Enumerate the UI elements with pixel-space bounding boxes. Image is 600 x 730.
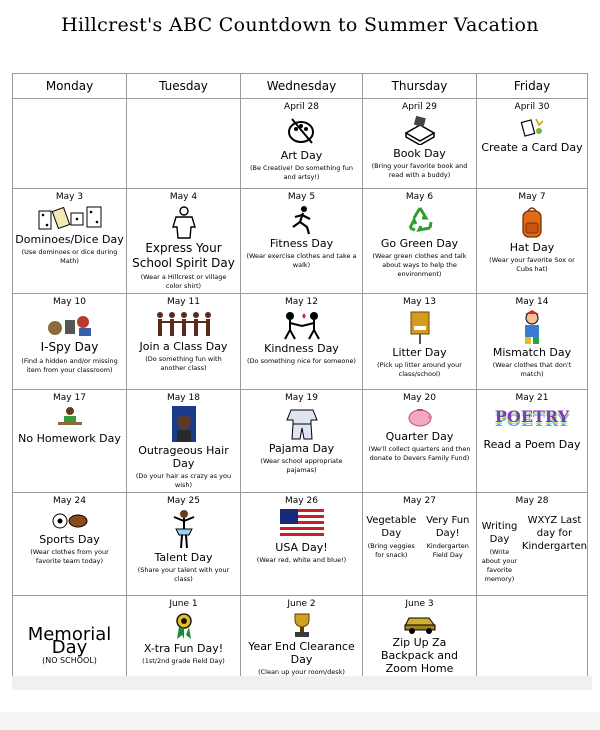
week-row: [13, 189, 588, 294]
day-activity: Dominoes/Dice Day: [15, 233, 124, 246]
clown-icon: [519, 310, 545, 344]
day-cell: [477, 189, 588, 294]
day-activity: Go Green Day: [380, 237, 459, 250]
day-description: (Write about your favorite memory): [481, 548, 518, 583]
day-activity: Talent Day: [154, 551, 213, 564]
day-cell: [477, 390, 588, 493]
friends-icon: [280, 310, 324, 340]
day-cell: [241, 189, 363, 294]
week-row: [13, 596, 588, 680]
day-date: May 21: [515, 393, 549, 403]
day-cell: [363, 390, 477, 493]
empty-cell: [127, 99, 241, 189]
runner-icon: [285, 205, 319, 235]
day-date: May 7: [518, 192, 546, 202]
day-date: May 24: [53, 496, 86, 506]
day-cell: [127, 493, 241, 596]
day-date: April 30: [514, 102, 550, 112]
day-activity: Book Day: [393, 147, 446, 160]
day-description: (Do something nice for someone): [247, 357, 356, 365]
day-description: (Bring veggies for snack): [367, 542, 415, 559]
day-cell: [363, 596, 477, 680]
day-description: (1st/2nd grade Field Day): [142, 657, 225, 665]
day-description: (Use dominoes or dice during Math): [21, 248, 118, 265]
day-date: May 4: [169, 192, 198, 202]
bottom-strip: [0, 712, 600, 730]
day-description: (Find a hidden and/or missing item from your classroom): [21, 357, 118, 374]
day-activity: Art Day: [280, 149, 323, 162]
day-date: May 11: [167, 297, 200, 307]
day-date: May 3: [55, 192, 84, 202]
day-cell: [13, 596, 127, 680]
day-cell: [241, 99, 363, 189]
day-activity: Vegetable Day: [366, 515, 417, 539]
day-activity: Zip Up Za Backpack and Zoom Home: [380, 636, 459, 675]
day-activity: WXYZ Last day for Kindergarten: [521, 515, 587, 552]
day-activity: Read a Poem Day: [483, 438, 581, 451]
footer-bar: [12, 676, 592, 690]
day-cell: [241, 294, 363, 390]
litter-sign-icon: [408, 310, 432, 344]
week-row: [13, 294, 588, 390]
day-date: May 6: [405, 192, 434, 202]
day-date: April 28: [284, 102, 319, 112]
school-shirt-icon: [169, 205, 199, 239]
day-date: May 28: [515, 496, 549, 506]
header-friday: Friday: [477, 74, 588, 99]
car-icon: [403, 612, 437, 634]
poetry-icon: POETRY: [494, 407, 570, 426]
day-description: (Clean up your room/desk): [258, 668, 345, 676]
day-cell: [363, 189, 477, 294]
week-row: [13, 493, 588, 596]
day-activity: Year End Clearance Day: [248, 640, 355, 666]
day-description: (Bring your favorite book and read with a buddy): [371, 162, 468, 179]
day-description: (NO SCHOOL): [42, 656, 97, 665]
day-activity: Quarter Day: [385, 430, 454, 443]
empty-cell: [13, 99, 127, 189]
day-description: (Wear green clothes and talk about ways to help the environment): [372, 252, 467, 278]
day-activity: Create a Card Day: [481, 141, 583, 154]
day-date: April 29: [402, 102, 437, 112]
day-description: (Do something fun with another class): [145, 355, 222, 372]
day-date: May 17: [53, 393, 86, 403]
day-activity: USA Day!: [275, 541, 328, 554]
dominoes-icon: [35, 205, 105, 231]
day-activity: I-Spy Day: [40, 340, 99, 354]
backpack-icon: [519, 205, 545, 239]
day-cell: [13, 493, 127, 596]
palette-icon: [286, 115, 318, 147]
day-cell: [127, 294, 241, 390]
trophy-icon: [289, 612, 315, 638]
toys-icon: [45, 310, 95, 338]
day-cell: [127, 390, 241, 493]
calendar-table: [12, 73, 588, 680]
day-activity: Express Your School Spirit Day: [132, 241, 235, 270]
week-row: [13, 390, 588, 493]
day-description: Kindergarten Field Day: [426, 542, 469, 559]
day-activity: No Homework Day: [18, 432, 121, 445]
day-activity: X-tra Fun Day!: [143, 642, 224, 655]
weekday-header-row: [13, 74, 588, 99]
day-description: (Pick up litter around your class/school): [377, 361, 462, 378]
header-monday: Monday: [13, 74, 127, 99]
day-activity: Memorial Day: [27, 624, 112, 658]
day-description: (Share your talent with your class): [137, 566, 230, 583]
day-cell: [363, 294, 477, 390]
day-cell: [13, 390, 127, 493]
day-description: (Be Creative! Do something fun and artsy!): [249, 164, 354, 181]
day-cell: [241, 493, 363, 596]
day-date: June 1: [169, 599, 198, 609]
day-activity: Sports Day: [39, 533, 100, 546]
day-description: (Wear red, white and blue!): [256, 556, 347, 564]
day-cell: [477, 99, 588, 189]
recycle-icon: [405, 205, 435, 235]
day-cell: [363, 493, 477, 596]
card-icon: [519, 115, 545, 139]
page-title: Hillcrest's ABC Countdown to Summer Vacation: [61, 14, 539, 36]
day-date: May 13: [403, 297, 436, 307]
day-description: (Wear clothes that don't match): [492, 361, 572, 378]
day-cell: [477, 493, 588, 596]
dancer-icon: [171, 509, 197, 549]
day-cell: [13, 189, 127, 294]
day-cell: [477, 294, 588, 390]
day-activity: Kindness Day: [264, 342, 339, 355]
day-activity: Join a Class Day: [139, 340, 228, 353]
day-date: May 18: [167, 393, 200, 403]
day-date: May 14: [515, 297, 549, 307]
header-thursday: Thursday: [363, 74, 477, 99]
day-activity: Writing Day: [481, 521, 518, 545]
day-cell: [127, 189, 241, 294]
day-description: (Wear clothes from your favorite team today): [30, 548, 109, 565]
pajamas-icon: [285, 406, 319, 440]
day-description: (We'll collect quarters and then donate to Devers Family Fund): [368, 445, 471, 462]
day-activity: Very Fun Day!: [426, 515, 470, 539]
day-cell: [363, 99, 477, 189]
day-activity: Litter Day: [392, 346, 447, 359]
crazy-hair-icon: [172, 406, 196, 442]
day-description: (Wear school appropriate pajamas): [260, 457, 343, 474]
day-description: (Wear a Hillcrest or village color shirt): [140, 273, 227, 290]
sports-balls-icon: [50, 509, 90, 531]
day-date: May 26: [285, 496, 318, 506]
day-cell: [13, 294, 127, 390]
ribbon-icon: [174, 612, 194, 640]
day-date: June 2: [287, 599, 316, 609]
day-activity: Mismatch Day: [492, 346, 572, 359]
student-desk-icon: [56, 406, 84, 430]
people-chain-icon: [154, 310, 214, 338]
day-description: (Wear exercise clothes and take a walk): [246, 252, 357, 269]
day-date: May 27: [403, 496, 436, 506]
header-tuesday: Tuesday: [127, 74, 241, 99]
day-date: May 12: [285, 297, 318, 307]
week-row: [13, 99, 588, 189]
day-date: May 20: [403, 393, 436, 403]
day-date: May 25: [167, 496, 200, 506]
day-description: (Wear your favorite Sox or Cubs hat): [489, 256, 575, 273]
day-date: May 10: [53, 297, 86, 307]
day-date: June 3: [405, 599, 434, 609]
day-description: (Do your hair as crazy as you wish): [135, 472, 232, 489]
day-activity: Pajama Day: [268, 442, 335, 455]
day-activity: Outrageous Hair Day: [138, 444, 229, 470]
day-cell: [241, 596, 363, 680]
empty-cell: [477, 596, 588, 680]
day-date: May 5: [287, 192, 316, 202]
day-activity: Hat Day: [509, 241, 555, 254]
day-cell: [127, 596, 241, 680]
day-cell: [241, 390, 363, 493]
header-wednesday: Wednesday: [241, 74, 363, 99]
day-date: May 19: [285, 393, 318, 403]
piggy-bank-icon: [406, 406, 434, 428]
us-flag-icon: [280, 509, 324, 539]
book-icon: [403, 115, 437, 145]
day-activity: Fitness Day: [269, 237, 334, 250]
